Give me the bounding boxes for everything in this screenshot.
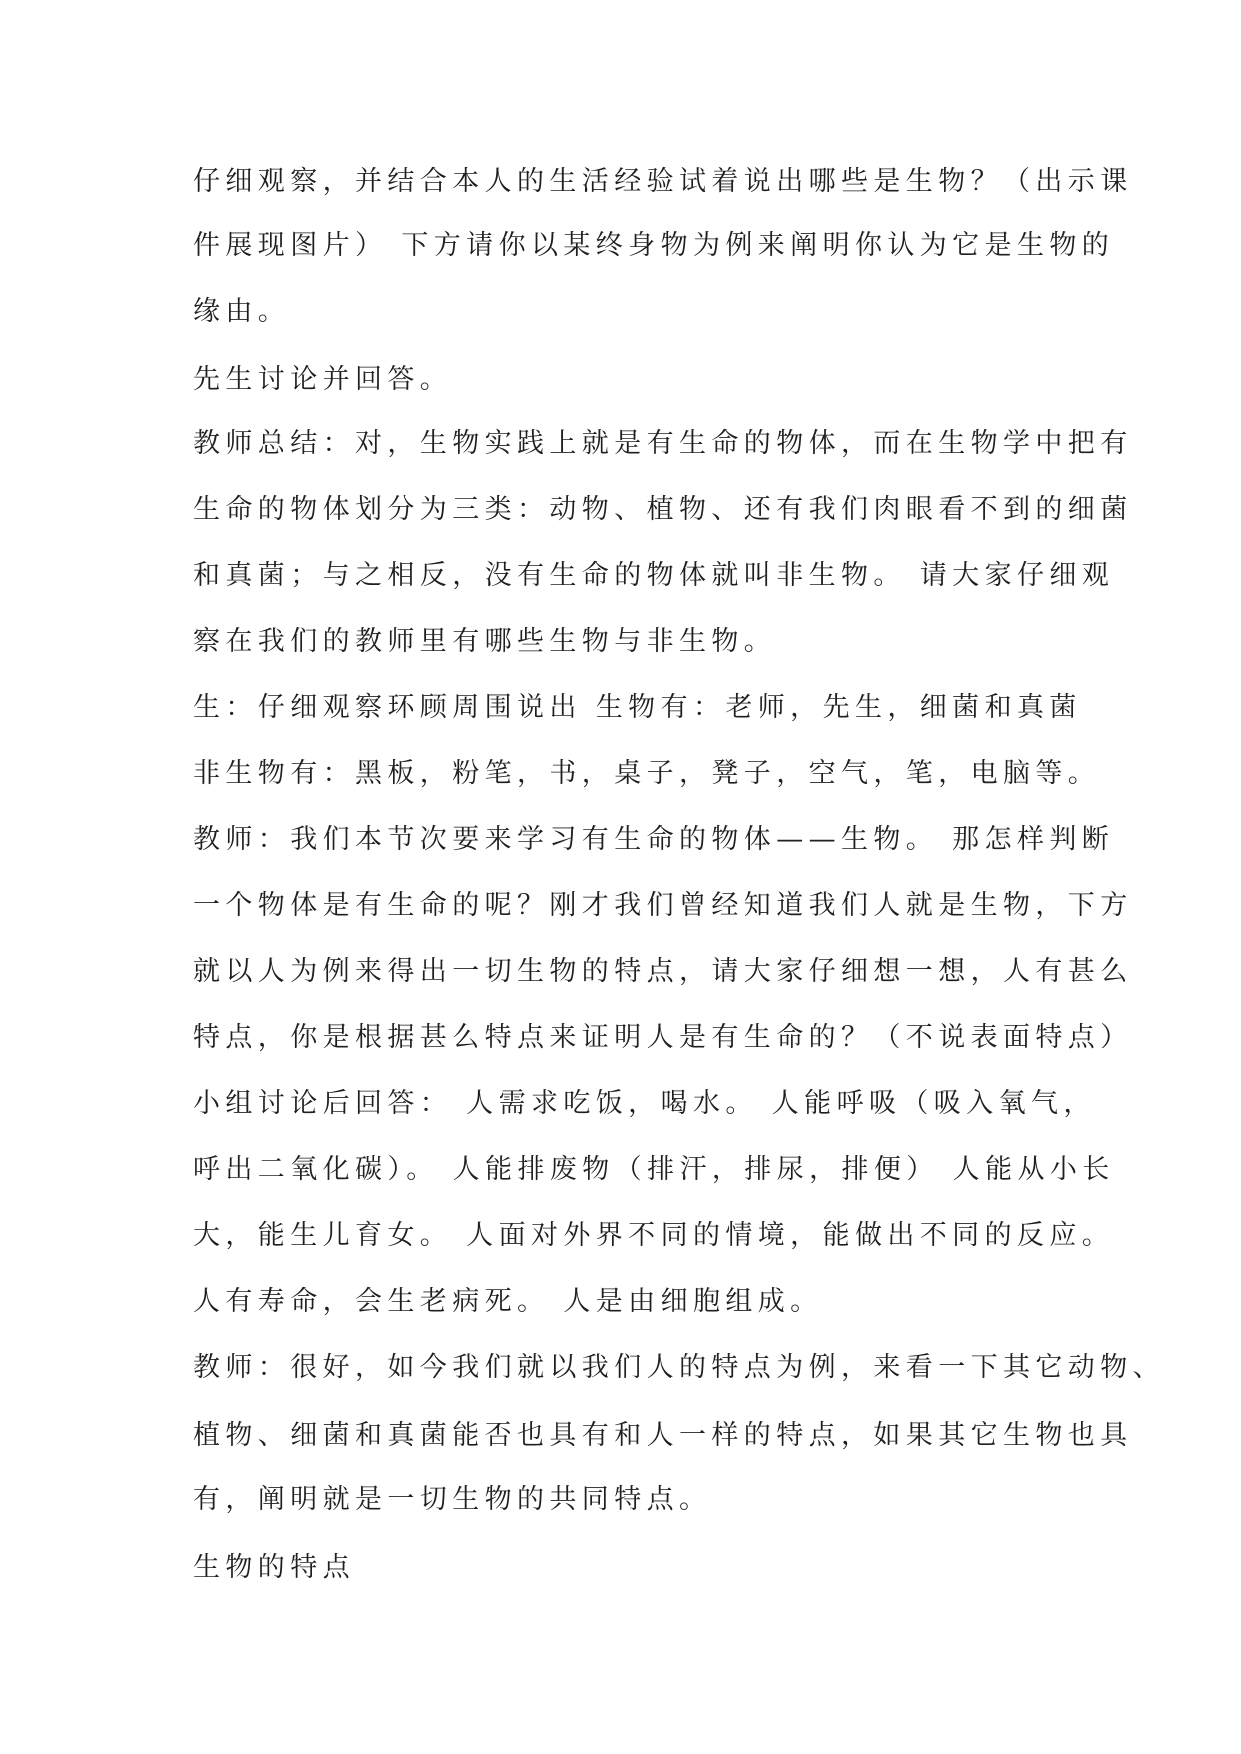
text-line: 小组讨论后回答： 人需求吃饭，喝水。 人能呼吸（吸入氧气，: [193, 1088, 1096, 1119]
text-line: 呼出二氧化碳）。 人能排废物（排汗，排尿，排便） 人能从小长: [193, 1154, 1115, 1185]
text-line: 非生物有：黑板，粉笔，书，桌子，凳子，空气，笔，电脑等。: [193, 758, 1101, 789]
text-line: 就以人为例来得出一切生物的特点，请大家仔细想一想，人有甚么: [193, 956, 1133, 987]
text-line: 教师：我们本节次要来学习有生命的物体——生物。 那怎样判断: [193, 824, 1115, 855]
text-line: 仔细观察，并结合本人的生活经验试着说出哪些是生物？（出示课: [193, 166, 1133, 197]
text-line: 件展现图片） 下方请你以某终身物为例来阐明你认为它是生物的: [193, 230, 1115, 261]
text-line: 教师：很好，如今我们就以我们人的特点为例，来看一下其它动物、: [193, 1352, 1165, 1383]
text-line: 有，阐明就是一切生物的共同特点。: [193, 1484, 712, 1515]
section-heading: 生物的特点: [193, 1552, 355, 1583]
text-line: 植物、细菌和真菌能否也具有和人一样的特点，如果其它生物也具: [193, 1420, 1133, 1451]
text-line: 大，能生儿育女。 人面对外界不同的情境，能做出不同的反应。: [193, 1220, 1115, 1251]
text-line: 缘由。: [193, 296, 291, 327]
text-line: 察在我们的教师里有哪些生物与非生物。: [193, 626, 777, 657]
text-line: 一个物体是有生命的呢？刚才我们曾经知道我们人就是生物，下方: [193, 890, 1133, 921]
text-line: 教师总结：对，生物实践上就是有生命的物体，而在生物学中把有: [193, 428, 1133, 459]
text-line: 先生讨论并回答。: [193, 364, 453, 395]
text-line: 生：仔细观察环顾周围说出 生物有：老师，先生，细菌和真菌: [193, 692, 1082, 723]
text-line: 生命的物体划分为三类：动物、植物、还有我们肉眼看不到的细菌: [193, 494, 1133, 525]
text-line: 人有寿命，会生老病死。 人是由细胞组成。: [193, 1286, 823, 1317]
text-line: 和真菌；与之相反，没有生命的物体就叫非生物。 请大家仔细观: [193, 560, 1115, 591]
text-line: 特点，你是根据甚么特点来证明人是有生命的？（不说表面特点）: [193, 1022, 1133, 1053]
